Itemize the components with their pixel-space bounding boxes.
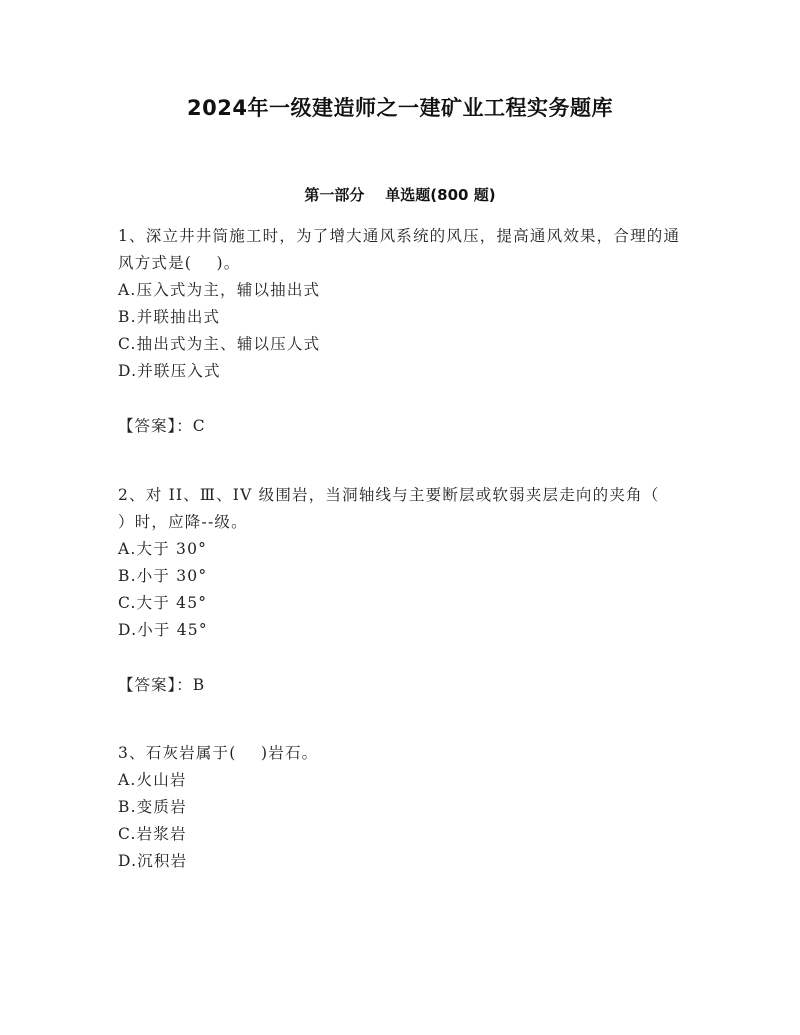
option-a: A.火山岩 bbox=[118, 771, 187, 789]
option-b: B.变质岩 bbox=[118, 798, 187, 816]
question-1 bbox=[118, 223, 688, 385]
option-c: C.抽出式为主、辅以压人式 bbox=[118, 335, 321, 353]
option-b: B.小于 30° bbox=[118, 567, 208, 585]
option-d: D.并联压入式 bbox=[118, 362, 221, 380]
answer-1: 【答案】：C bbox=[118, 417, 206, 435]
document-title: 2024年一级建造师之一建矿业工程实务题库 bbox=[187, 96, 613, 120]
question-stem: 3、石灰岩属于( )岩石。 bbox=[118, 744, 319, 762]
question-3 bbox=[118, 740, 688, 875]
option-c: C.岩浆岩 bbox=[118, 825, 187, 843]
option-a: A.大于 30° bbox=[118, 540, 208, 558]
option-b: B.并联抽出式 bbox=[118, 308, 221, 326]
question-stem: 2、对 II、Ⅲ、IV 级围岩，当洞轴线与主要断层或软弱夹层走向的夹角（ ）时，应降--级。 bbox=[118, 486, 684, 531]
option-c: C.大于 45° bbox=[118, 594, 208, 612]
option-d: D.沉积岩 bbox=[118, 852, 188, 870]
option-d: D.小于 45° bbox=[118, 621, 208, 639]
option-a: A.压入式为主，辅以抽出式 bbox=[118, 281, 321, 299]
question-2 bbox=[118, 482, 688, 644]
question-stem: 1、深立井井筒施工时，为了增大通风系统的风压，提高通风效果，合理的通风方式是( )。 bbox=[118, 227, 681, 272]
answer-2: 【答案】：B bbox=[118, 676, 206, 694]
section-title: 第一部分 单选题(800 题) bbox=[304, 186, 496, 204]
